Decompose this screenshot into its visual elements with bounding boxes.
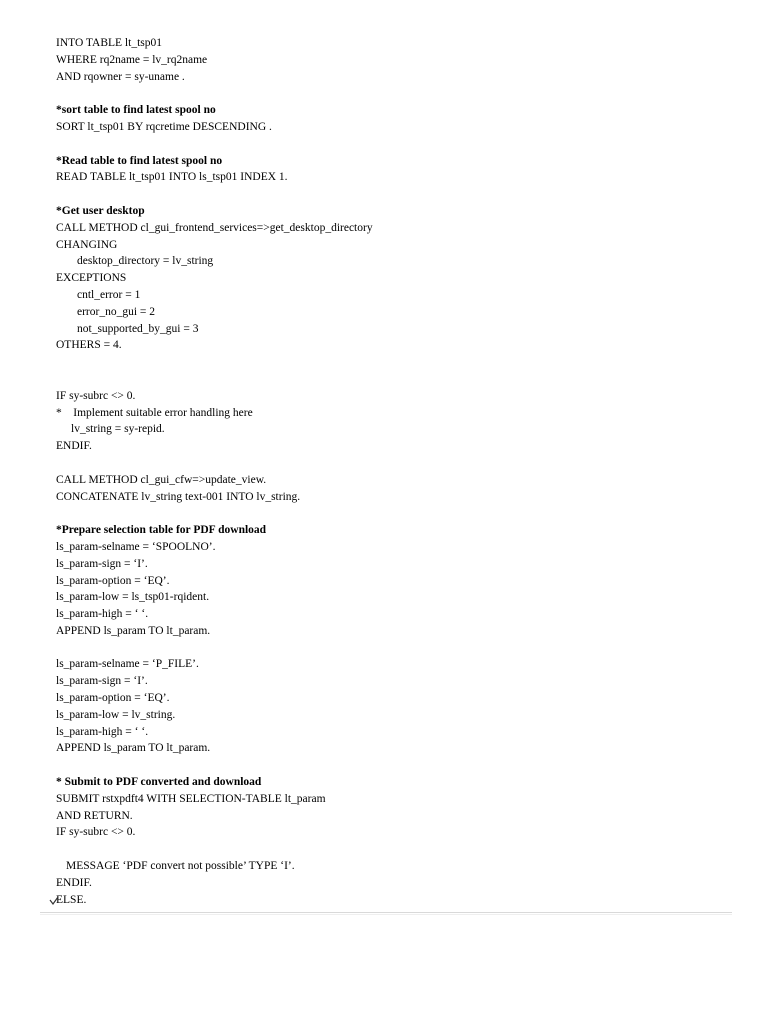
code-line: not_supported_by_gui = 3 <box>77 322 199 335</box>
code-line: ls_param-selname = ‘P_FILE’. <box>56 658 199 671</box>
code-line: ls_param-high = ‘ ‘. <box>56 725 149 738</box>
blank-line <box>56 85 736 102</box>
code-line: READ TABLE lt_tsp01 INTO ls_tsp01 INDEX 1. <box>56 171 288 184</box>
code-line: SUBMIT rstxpdft4 WITH SELECTION-TABLE lt_param <box>56 792 326 805</box>
code-line: IF sy-subrc <> 0. <box>56 826 136 839</box>
code-line: IF sy-subrc <> 0. <box>56 389 136 402</box>
blank-line <box>56 841 736 858</box>
blank-line <box>56 455 736 472</box>
code-line: AND RETURN. <box>56 809 133 822</box>
code-line: AND rqowner = sy-uname . <box>56 70 185 83</box>
code-line: ls_param-low = ls_tsp01-rqident. <box>56 591 210 604</box>
document-page <box>56 35 736 908</box>
code-line: ls_param-option = ‘EQ’. <box>56 574 170 587</box>
code-line: CALL METHOD cl_gui_cfw=>update_view. <box>56 473 267 486</box>
code-line: EXCEPTIONS <box>56 272 127 285</box>
code-line: MESSAGE ‘PDF convert not possible’ TYPE ‘I’. <box>66 860 295 873</box>
code-line: ELSE. <box>56 893 87 906</box>
comment-line: *Prepare selection table for PDF download <box>56 524 267 537</box>
comment-line: *sort table to find latest spool no <box>56 104 216 117</box>
comment-line: *Read table to find latest spool no <box>56 154 223 167</box>
code-line: ls_param-option = ‘EQ’. <box>56 692 170 705</box>
code-line: ls_param-sign = ‘I’. <box>56 675 148 688</box>
blank-line <box>56 136 736 153</box>
code-line: ENDIF. <box>56 876 92 889</box>
code-line: WHERE rq2name = lv_rq2name <box>56 53 208 66</box>
blank-line <box>56 354 736 388</box>
code-line: error_no_gui = 2 <box>77 305 156 318</box>
comment-line: * Implement suitable error handling here <box>56 406 253 419</box>
code-line: ls_param-high = ‘ ‘. <box>56 608 149 621</box>
blank-line <box>56 186 736 203</box>
code-line: ls_param-low = lv_string. <box>56 708 176 721</box>
code-line: lv_string = sy-repid. <box>71 423 165 436</box>
code-line: INTO TABLE lt_tsp01 <box>56 37 162 49</box>
code-line: OTHERS = 4. <box>56 339 122 352</box>
code-line: CALL METHOD cl_gui_frontend_services=>get_desktop_directory <box>56 221 373 234</box>
code-line: ls_param-selname = ‘SPOOLNO’. <box>56 540 216 553</box>
code-line: CHANGING <box>56 238 118 251</box>
text-cursor-icon <box>49 895 59 907</box>
code-line: APPEND ls_param TO lt_param. <box>56 624 211 637</box>
blank-line <box>56 757 736 774</box>
code-line: cntl_error = 1 <box>77 288 141 301</box>
blank-line <box>56 640 736 657</box>
comment-line: * Submit to PDF converted and download <box>56 776 262 789</box>
code-line: CONCATENATE lv_string text-001 INTO lv_string. <box>56 490 301 503</box>
page-divider <box>40 912 732 913</box>
page-divider-shadow <box>40 914 732 915</box>
code-line: desktop_directory = lv_string <box>77 255 214 268</box>
code-line: APPEND ls_param TO lt_param. <box>56 742 211 755</box>
comment-line: *Get user desktop <box>56 204 145 217</box>
code-line: ENDIF. <box>56 440 92 453</box>
code-line: SORT lt_tsp01 BY rqcretime DESCENDING . <box>56 120 272 133</box>
blank-line <box>56 505 736 522</box>
code-line: ls_param-sign = ‘I’. <box>56 557 148 570</box>
